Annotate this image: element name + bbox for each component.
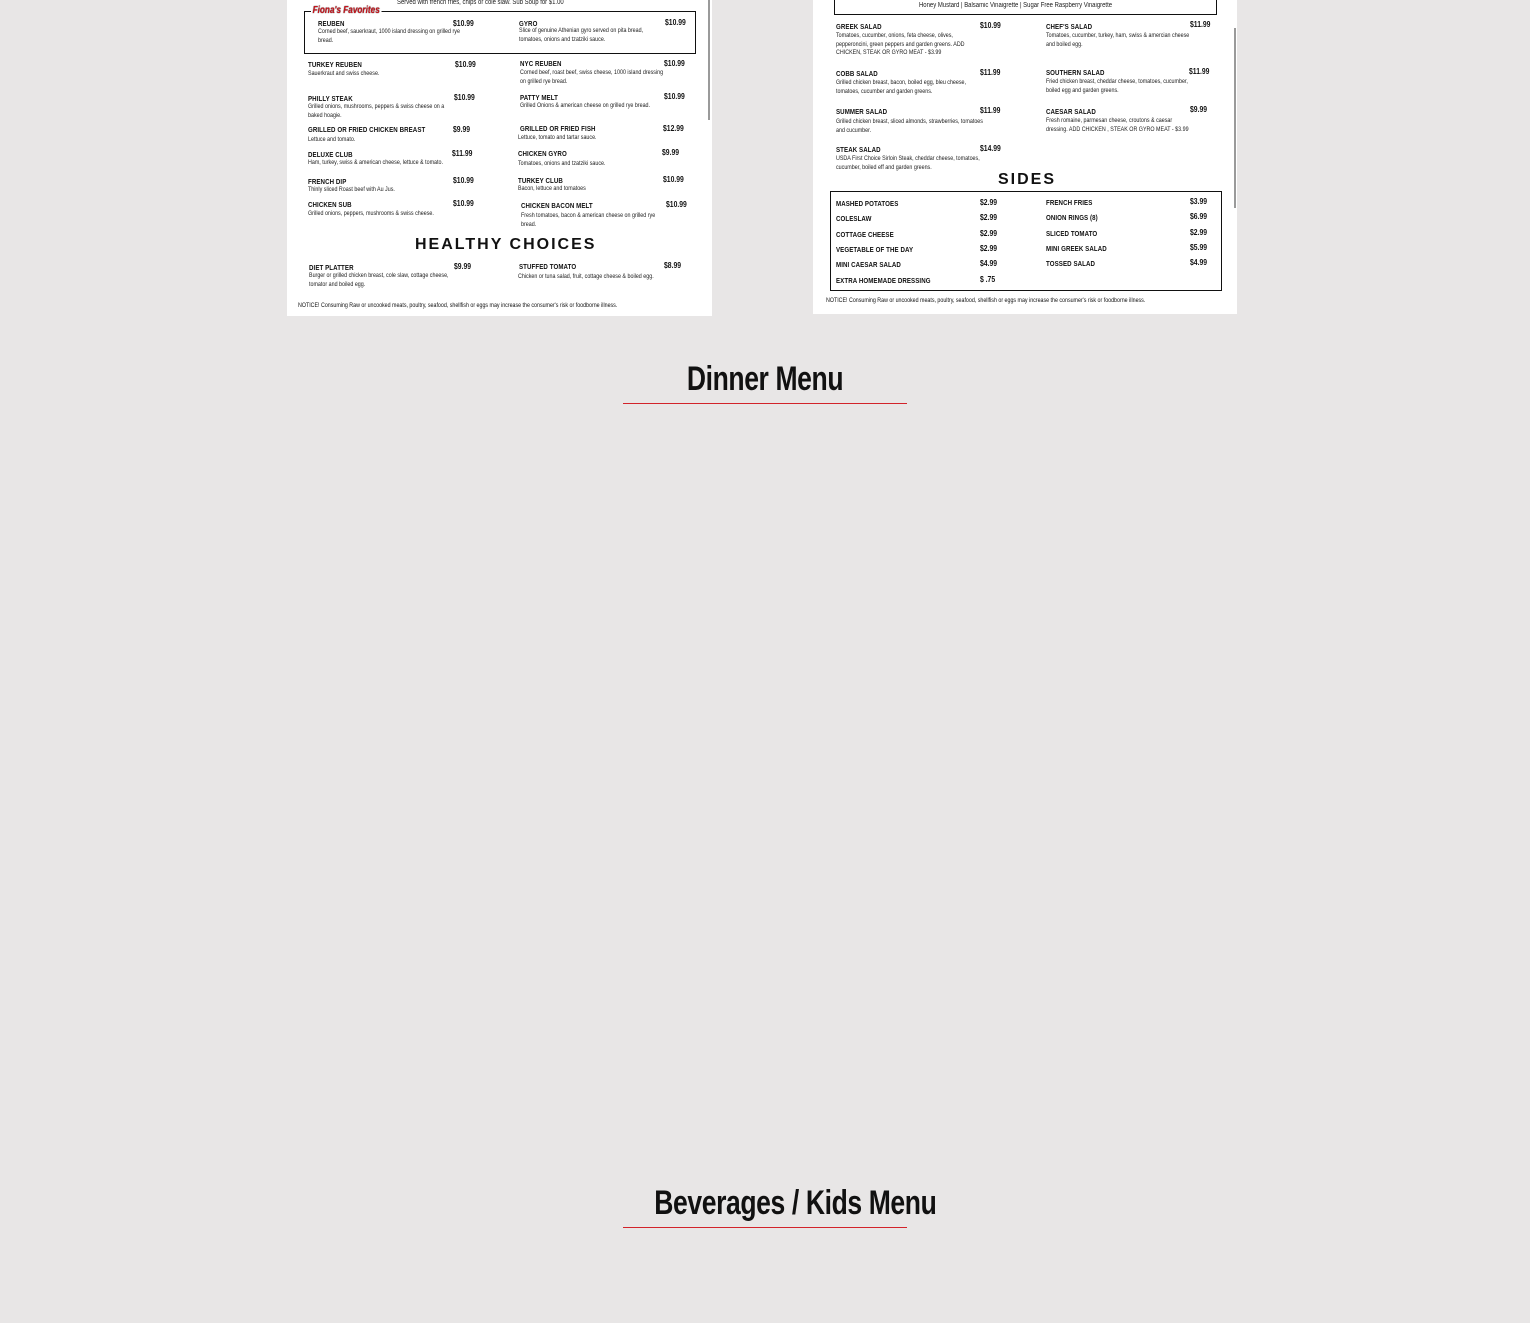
menu-item-name: SUMMER SALAD xyxy=(836,107,888,116)
menu-item-name: GYRO xyxy=(519,19,538,28)
menu-item-name: COBB SALAD xyxy=(836,69,878,78)
menu-item-desc: Lettuce and tomato. xyxy=(308,136,356,143)
side-name: COTTAGE CHEESE xyxy=(836,230,894,239)
menu-item-name: DELUXE CLUB xyxy=(308,150,353,159)
side-price: $2.99 xyxy=(980,198,998,207)
healthy-choices-heading: HEALTHY CHOICES xyxy=(415,236,597,253)
menu-item-name: CHEF'S SALAD xyxy=(1046,22,1093,31)
side-name: COLESLAW xyxy=(836,214,872,223)
menu-item-name: GRILLED OR FRIED CHICKEN BREAST xyxy=(308,125,426,134)
beverages-kids-menu-heading: Beverages / Kids Menu xyxy=(654,1184,937,1222)
menu-item-price: $9.99 xyxy=(1190,105,1208,114)
menu-item-price: $10.99 xyxy=(455,60,476,69)
menu-item-price: $14.99 xyxy=(980,144,1001,153)
food-safety-notice: NOTICE! Consuming Raw or uncooked meats, poultry, seafood, shellfish or eggs may increase the consumer's risk or foodborne illness. xyxy=(298,302,618,309)
side-price: $2.99 xyxy=(980,244,998,253)
side-name: MINI GREEK SALAD xyxy=(1046,244,1107,253)
side-name: SLICED TOMATO xyxy=(1046,229,1098,238)
side-price: $4.99 xyxy=(980,259,998,268)
side-price: $6.99 xyxy=(1190,212,1208,221)
menu-item-price: $10.99 xyxy=(665,18,686,27)
menu-item-price: $10.99 xyxy=(453,199,474,208)
menu-item-price: $8.99 xyxy=(664,261,682,270)
side-name: EXTRA HOMEMADE DRESSING xyxy=(836,276,931,285)
menu-item-name: REUBEN xyxy=(318,19,345,28)
menu-item-desc: USDA First Choice Sirloin Steak, cheddar cheese, tomatoes, cucumber, boiled eff and garden greens. xyxy=(836,155,980,171)
sides-heading: SIDES xyxy=(998,171,1057,188)
menu-item-desc: Slice of genuine Athenian gyro served on pita bread, tomatoes, onions and tzatziki sauce. xyxy=(519,27,644,43)
menu-item-desc: Chicken or tuna salad, fruit, cottage cheese & boiled egg. xyxy=(518,273,654,280)
side-price: $2.99 xyxy=(1190,228,1208,237)
menu-item-name: TURKEY CLUB xyxy=(518,176,563,185)
menu-item-price: $11.99 xyxy=(1189,67,1210,76)
beverages-heading-underline xyxy=(623,1227,907,1228)
side-price: $2.99 xyxy=(980,229,998,238)
dressings-line: Honey Mustard | Balsamic Vinaigrette | Sugar Free Raspberry Vinaigrette xyxy=(919,2,1113,9)
menu-item-name: STUFFED TOMATO xyxy=(519,262,577,271)
lunch-menu-card-right[interactable] xyxy=(813,0,1237,314)
menu-item-name: NYC REUBEN xyxy=(520,59,562,68)
side-price: $2.99 xyxy=(980,213,998,222)
menu-item-name: GRILLED OR FRIED FISH xyxy=(520,124,596,133)
menu-item-price: $10.99 xyxy=(666,200,687,209)
menu-item-name: STEAK SALAD xyxy=(836,145,881,154)
side-price: $4.99 xyxy=(1190,258,1208,267)
side-name: MINI CAESAR SALAD xyxy=(836,260,901,269)
side-name: FRENCH FRIES xyxy=(1046,198,1093,207)
menu-item-price: $11.99 xyxy=(980,106,1001,115)
menu-item-price: $12.99 xyxy=(663,124,684,133)
scrollbar[interactable] xyxy=(1234,28,1236,208)
menu-item-desc: Thinly sliced Roast beef with Au Jus. xyxy=(308,186,395,193)
menu-item-price: $10.99 xyxy=(664,59,685,68)
menu-item-desc: Ham, turkey, swiss & american cheese, lettuce & tomato. xyxy=(308,159,443,166)
menu-item-desc: Bacon, lettuce and tomatoes xyxy=(518,185,586,192)
menu-item-desc: Grilled chicken breast, bacon, boiled egg, bleu cheese, tomatoes, cucumber and garden greens. xyxy=(836,79,967,95)
menu-item-desc: Fresh romaine, parmesan cheese, croutons & caesar dressing. ADD CHICKEN , STEAK OR GYRO MEAT - $3.99 xyxy=(1046,117,1189,133)
menu-item-desc: Corned beef, sauerkraut, 1000 island dressing on grilled rye bread. xyxy=(318,28,460,44)
side-price: $ .75 xyxy=(980,275,996,284)
menu-item-desc: Grilled Onions & american cheese on grilled rye bread. xyxy=(520,102,651,109)
menu-item-desc: Fresh tomatoes, bacon & american cheese on grilled rye bread. xyxy=(521,212,656,228)
menu-item-price: $10.99 xyxy=(453,176,474,185)
menu-item-desc: Grilled chicken breast, sliced almonds, strawberries, tomatoes and cucumber. xyxy=(836,118,983,134)
menu-item-name: FRENCH DIP xyxy=(308,177,347,186)
menu-item-name: CHICKEN BACON MELT xyxy=(521,201,593,210)
menu-item-price: $10.99 xyxy=(664,92,685,101)
menu-item-price: $9.99 xyxy=(453,125,471,134)
menu-item-desc: Lettuce, tomato and tartar sauce. xyxy=(518,134,597,141)
scrollbar[interactable] xyxy=(708,0,710,120)
menu-item-price: $11.99 xyxy=(452,149,473,158)
menu-item-price: $11.99 xyxy=(980,68,1001,77)
side-name: TOSSED SALAD xyxy=(1046,259,1096,268)
menu-item-name: CAESAR SALAD xyxy=(1046,107,1096,116)
menu-item-desc: Corned beef, roast beef, swiss cheese, 1000 island dressing on grilled rye bread. xyxy=(520,69,664,85)
menu-item-price: $9.99 xyxy=(662,148,680,157)
side-price: $5.99 xyxy=(1190,243,1208,252)
lunch-menu-card-left[interactable] xyxy=(287,0,712,316)
menu-item-name: SOUTHERN SALAD xyxy=(1046,68,1105,77)
menu-item-name: PATTY MELT xyxy=(520,93,558,102)
served-with-line: Served with french fries, chips or cole slaw. Sub Soup for $1.00 xyxy=(397,0,564,6)
menu-item-desc: Grilled onions, mushrooms, peppers & swiss cheese on a baked hoagie. xyxy=(308,103,445,119)
menu-item-price: $10.99 xyxy=(454,93,475,102)
menu-item-desc: Tomatoes, cucumber, turkey, ham, swiss & amercian cheese and boiled egg. xyxy=(1046,32,1190,48)
menu-item-desc: Grilled onions, peppers, mushrooms & swiss cheese. xyxy=(308,210,434,217)
menu-item-name: CHICKEN SUB xyxy=(308,200,352,209)
menu-item-desc: Fried chicken breast, cheddar cheese, tomatoes, cucumber, boiled egg and garden greens. xyxy=(1046,78,1188,94)
dinner-menu-heading: Dinner Menu xyxy=(686,360,844,398)
menu-item-desc: Tomatoes, onions and tzatziki sauce. xyxy=(518,160,606,167)
menu-item-desc: Burger or grilled chicken breast, cole slaw, cottage cheese, tomator and boiled egg. xyxy=(309,272,449,288)
side-name: MASHED POTATOES xyxy=(836,199,899,208)
menu-item-price: $9.99 xyxy=(454,262,472,271)
menu-item-price: $10.99 xyxy=(663,175,684,184)
menu-item-name: CHICKEN GYRO xyxy=(518,149,567,158)
side-price: $3.99 xyxy=(1190,197,1208,206)
menu-item-price: $11.99 xyxy=(1190,20,1211,29)
food-safety-notice: NOTICE! Consuming Raw or uncooked meats, poultry, seafood, shellfish or eggs may increase the consumer's risk or foodborne illness. xyxy=(826,297,1146,304)
side-name: VEGETABLE OF THE DAY xyxy=(836,245,914,254)
menu-item-desc: Tomatoes, cucumber, onions, feta cheese, olives, pepperoncini, green peppers and garden greens. ADD CHICKEN, STEAK OR GYRO MEAT - $3.99 xyxy=(836,32,965,56)
dinner-heading-underline xyxy=(623,403,907,404)
side-name: ONION RINGS (8) xyxy=(1046,213,1098,222)
menu-item-price: $10.99 xyxy=(980,21,1001,30)
menu-item-price: $10.99 xyxy=(453,19,474,28)
favorites-label: Fiona's Favorites xyxy=(312,5,380,16)
menu-item-name: DIET PLATTER xyxy=(309,263,354,272)
menu-item-name: PHILLY STEAK xyxy=(308,94,353,103)
menu-item-name: GREEK SALAD xyxy=(836,22,882,31)
menu-item-name: TURKEY REUBEN xyxy=(308,60,362,69)
menu-item-desc: Sauerkraut and swiss cheese. xyxy=(308,70,380,77)
